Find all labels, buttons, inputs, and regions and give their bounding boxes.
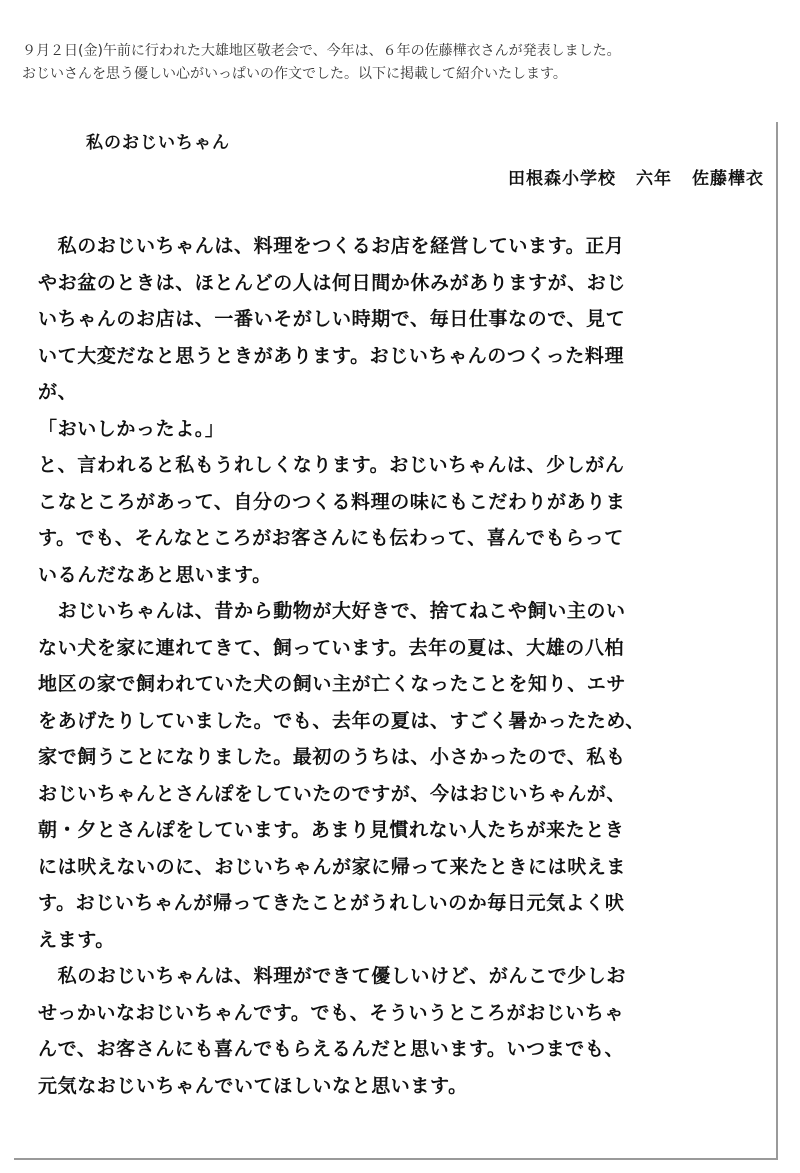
essay-title: 私のおじいちゃん: [86, 133, 230, 153]
essay-line: ない犬を家に連れてきて、飼っています。去年の夏は、大雄の八柏: [38, 636, 625, 659]
essay-line: 「おいしかったよ。」: [38, 417, 225, 440]
essay-line: おじいちゃんは、昔から動物が大好きで、捨てねこや飼い主のい: [38, 600, 626, 622]
grade: 六年: [636, 169, 672, 189]
essay-line: と、言われると私もうれしくなります。おじいちゃんは、少しがん: [38, 454, 625, 476]
school-name: 田根森小学校: [508, 169, 616, 189]
essay-line: 朝・夕とさんぽをしています。あまり見慣れない人たちが来たとき: [38, 819, 625, 841]
essay-line: をあげたりしていました。でも、去年の夏は、すごく暑かったため、: [38, 709, 645, 732]
essay-line: いて大変だなと思うときがあります。おじいちゃんのつくった料理: [38, 344, 625, 367]
essay-line: おじいちゃんとさんぽをしていたのですが、今はおじいちゃんが、: [38, 782, 627, 805]
essay-line: には吠えないのに、おじいちゃんが家に帰って来たときには吠えま: [38, 855, 627, 878]
essay-line: せっかいなおじいちゃんです。でも、そういうところがおじいちゃ: [38, 1001, 625, 1024]
essay-line: いるんだなあと思います。: [38, 563, 272, 586]
essay-line: こなところがあって、自分のつくる料理の味にもこだわりがありま: [38, 490, 626, 513]
intro-text: [22, 40, 792, 86]
essay-line: 元気なおじいちゃんでいてほしいなと思います。: [38, 1074, 468, 1097]
essay-line: いちゃんのお店は、一番いそがしい時期で、毎日仕事なので、見て: [38, 308, 626, 330]
essay-line: 地区の家で飼われていた犬の飼い主が亡くなったことを知り、エサ: [38, 673, 627, 695]
essay-line: 家で飼うことになりました。最初のうちは、小さかったので、私も: [38, 746, 626, 768]
essay-line: 私のおじいちゃんは、料理ができて優しいけど、がんこで少しお: [38, 965, 627, 987]
essay-line: す。おじいちゃんが帰ってきたことがうれしいのか毎日元気よく吠: [38, 892, 625, 914]
intro-line: ９月２日(金)午前に行われた大雄地区敬老会で、今年は、６年の佐藤樺衣さんが発表しました。: [22, 43, 621, 59]
essay-line: 私のおじいちゃんは、料理をつくるお店を経営しています。正月: [38, 235, 625, 257]
essay-line: す。でも、そんなところがお客さんにも伝わって、喜んでもらって: [38, 527, 624, 549]
essay-body: [38, 228, 776, 1104]
essay-line: が、: [38, 381, 78, 403]
essay-byline: [488, 164, 764, 189]
essay-line: んで、お客さんにも喜んでもらえるんだと思います。いつまでも、: [38, 1038, 625, 1060]
intro-line: おじいさんを思う優しい心がいっぱいの作文でした。以下に掲載して紹介いたします。: [22, 66, 567, 82]
author-name: 佐藤樺衣: [692, 169, 764, 189]
essay-line: えます。: [38, 928, 115, 951]
essay-line: やお盆のときは、ほとんどの人は何日間か休みがありますが、おじ: [38, 271, 627, 294]
